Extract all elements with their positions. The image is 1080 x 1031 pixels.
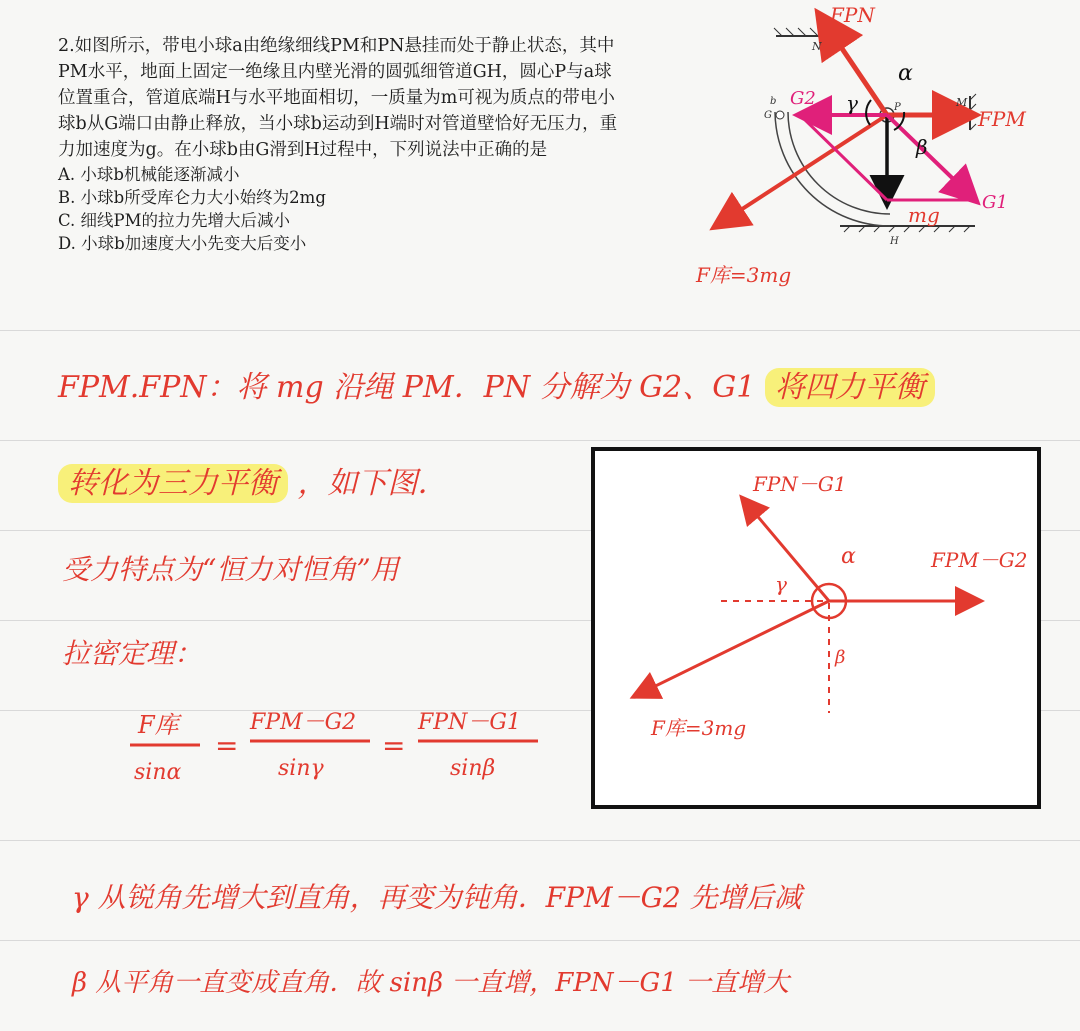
note-highlight: 将四力平衡 — [765, 368, 935, 407]
ruled-line — [0, 330, 1080, 331]
label-alpha: α — [841, 544, 856, 569]
label-fpm: FPM — [978, 107, 1026, 131]
formula-num-2: FPM－G2 — [250, 710, 357, 735]
label-g1: G1 — [982, 192, 1008, 213]
problem-line: 力加速度为g。在小球b由G滑到H过程中，下列说法中正确的是 — [58, 140, 548, 160]
note-line-4: 拉密定理： — [62, 637, 203, 670]
option-c: C. 细线PM的拉力先增大后减小 — [58, 211, 291, 230]
three-force-diagram — [595, 451, 1037, 805]
note-line-6: β 从平角一直变成直角．故 sinβ 一直增，FPN－G1 一直增大 — [72, 968, 790, 998]
note-highlight: 转化为三力平衡 — [58, 464, 288, 503]
label-mg: mg — [908, 203, 940, 227]
equals-sign: = — [382, 729, 406, 762]
label-m: M — [956, 96, 968, 109]
arc-tube-inner — [788, 112, 890, 214]
label-gamma: γ — [846, 91, 858, 115]
label-beta: β — [916, 135, 928, 159]
ball-b — [776, 111, 784, 119]
problem-line: 2.如图所示，带电小球a由绝缘细线PM和PN悬挂而处于静止状态，其中 — [58, 36, 615, 56]
physics-figure — [690, 0, 1026, 300]
label-g: G — [764, 110, 772, 121]
label-fpm-g2: FPM－G2 — [931, 548, 1028, 572]
label-n: N — [812, 40, 822, 53]
label-fku: F库=3mg — [696, 263, 792, 287]
lami-formula — [120, 695, 560, 805]
label-beta: β — [835, 647, 846, 668]
note-text: ，如下图． — [297, 466, 448, 501]
note-line-2 — [58, 458, 448, 502]
ruled-line — [0, 440, 1080, 441]
label-fpn-g1: FPN－G1 — [753, 472, 847, 496]
note-line-3: 受力特点为“恒力对恒角”用 — [62, 553, 399, 586]
label-fpn: FPN — [830, 3, 875, 27]
note-text: FPM.FPN：将 mg 沿绳 PM．PN 分解为 G2、G1 — [58, 370, 756, 405]
label-gamma: γ — [775, 572, 787, 596]
g1-arrow — [887, 115, 975, 200]
option-b: B. 小球b所受库仑力大小始终为2mg — [58, 188, 326, 207]
formula-num-3: FPN－G1 — [418, 710, 521, 735]
option-d: D. 小球b加速度大小先变大后变小 — [58, 234, 307, 253]
equals-sign: = — [215, 729, 239, 762]
formula-den-1: sinα — [134, 760, 182, 785]
ruled-line — [0, 940, 1080, 941]
problem-line: PM水平，地面上固定一绝缘且内壁光滑的圆弧细管道GH，圆心P与a球 — [58, 62, 612, 82]
ruled-line — [0, 840, 1080, 841]
formula-num-1: F库 — [138, 711, 179, 739]
label-p: P — [894, 102, 901, 113]
angle-arc-gamma — [866, 100, 871, 125]
arc-tube-outer — [775, 112, 890, 226]
label-b: b — [770, 96, 777, 107]
formula-den-3: sinβ — [450, 756, 496, 781]
problem-line: 球b从G端口由静止释放，当小球b运动到H端时对管道壁恰好无压力，重 — [58, 114, 618, 134]
label-alpha: α — [898, 61, 913, 86]
label-fku: F库=3mg — [651, 716, 747, 740]
three-force-box — [591, 447, 1041, 809]
note-line-1 — [58, 362, 935, 406]
fku-arrow — [635, 601, 829, 696]
problem-text — [58, 33, 758, 255]
label-g2: G2 — [790, 88, 816, 109]
parallelogram-side — [800, 115, 887, 200]
label-h: H — [890, 236, 899, 247]
option-a: A. 小球b机械能逐渐减小 — [58, 165, 240, 184]
problem-line: 位置重合，管道底端H与水平地面相切，一质量为m可视为质点的带电小 — [58, 88, 615, 108]
formula-den-2: sinγ — [278, 756, 324, 781]
note-line-5: γ 从锐角先增大到直角，再变为钝角．FPM－G2 先增后减 — [72, 881, 802, 914]
ceiling-hatch — [774, 28, 830, 36]
